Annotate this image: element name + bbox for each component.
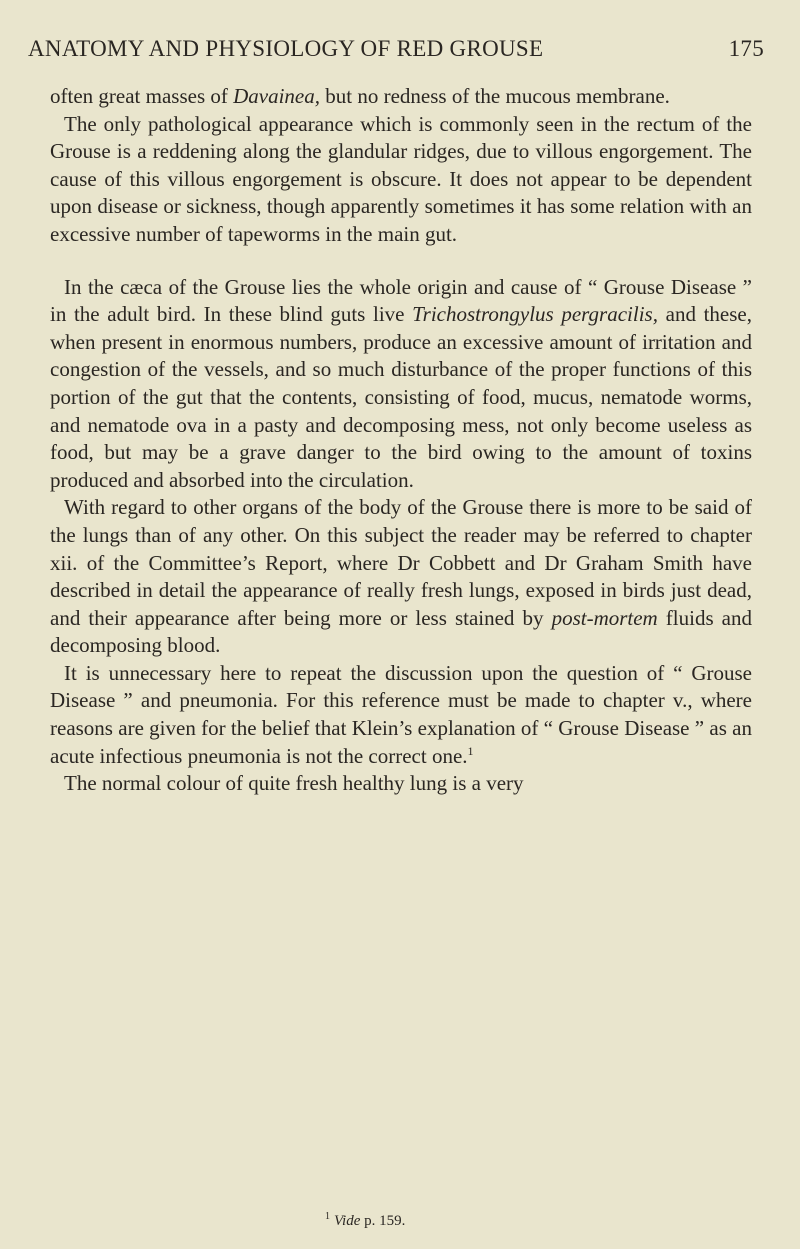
paragraph-5: [50, 660, 752, 770]
paragraph-2: The only pathological appearance which is commonly seen in the rectum of the Grouse is a reddening along the glandular ridges, due to villous engorgement. The cause of this villous engorgement is obscure. It does not appear to be dependent upon disease or sickness, though apparently sometimes it has some relation with an excessive number of tapeworms in the main gut.: [50, 111, 752, 246]
text-run: It is unnecessary here to repeat the discussion upon the question of “ Grouse Disease ” and pneumonia. For this reference must be made to chapter v., where reasons are given for the belief that Klein’s explanation of “ Grouse Disease ” as an acute infectious pneumonia is not the correct one.: [50, 660, 752, 768]
text-run: but no redness of the mucous membrane.: [320, 84, 670, 108]
footnote-text: p. 159.: [360, 1213, 406, 1229]
text-run: With regard to other organs of the body of the Grouse there is more to be said of the lungs than of any other. On this subject the reader may be referred to chapter xii. of the Committee’s Report, where Dr Cobbett and Dr Graham Smith have described in detail the appearance of really fresh lungs, exposed in birds just dead, and their appearance after being more or less stained by: [50, 495, 752, 630]
italic-term-trichostrongylus: Trichostrongylus pergracilis,: [412, 302, 658, 327]
page-number: 175: [728, 36, 764, 61]
running-head: [28, 36, 764, 70]
text-run: and these, when present in enormous numbers, produce an excessive amount of irritation and congestion of the vessels, and so much disturbance of the proper functions of this portion of the gut that the contents, consisting of food, mucus, nematode worms, and nematode ova in a pasty and decomposing mess, not only become useless as food, but may be a grave danger to the bird owing to the amount of toxins produced and absorbed into the circulation.: [50, 302, 752, 492]
footnote-reference: 1: [467, 743, 474, 758]
paragraph-3: [50, 274, 752, 495]
text-run: fluids and decomposing blood.: [50, 605, 753, 658]
text-run: often great masses of: [50, 84, 234, 108]
running-head-title: ANATOMY AND PHYSIOLOGY OF RED GROUSE: [28, 36, 544, 61]
paragraph-6: The normal colour of quite fresh healthy lung is a very: [64, 771, 524, 796]
italic-term-post-mortem: post-mortem: [551, 605, 658, 630]
footnote-vide: Vide: [334, 1213, 361, 1229]
italic-term-davainea: Davainea,: [233, 84, 321, 108]
footnote: [325, 1213, 405, 1230]
paragraph-4: [50, 494, 752, 660]
footnote-number: 1: [325, 1211, 330, 1222]
body-text: [50, 83, 752, 798]
text-run: In the cæca of the Grouse lies the whole origin and cause of “ Grouse Disease ” in the adult bird. In these blind guts live: [50, 274, 752, 327]
paragraph-1: [50, 83, 752, 111]
